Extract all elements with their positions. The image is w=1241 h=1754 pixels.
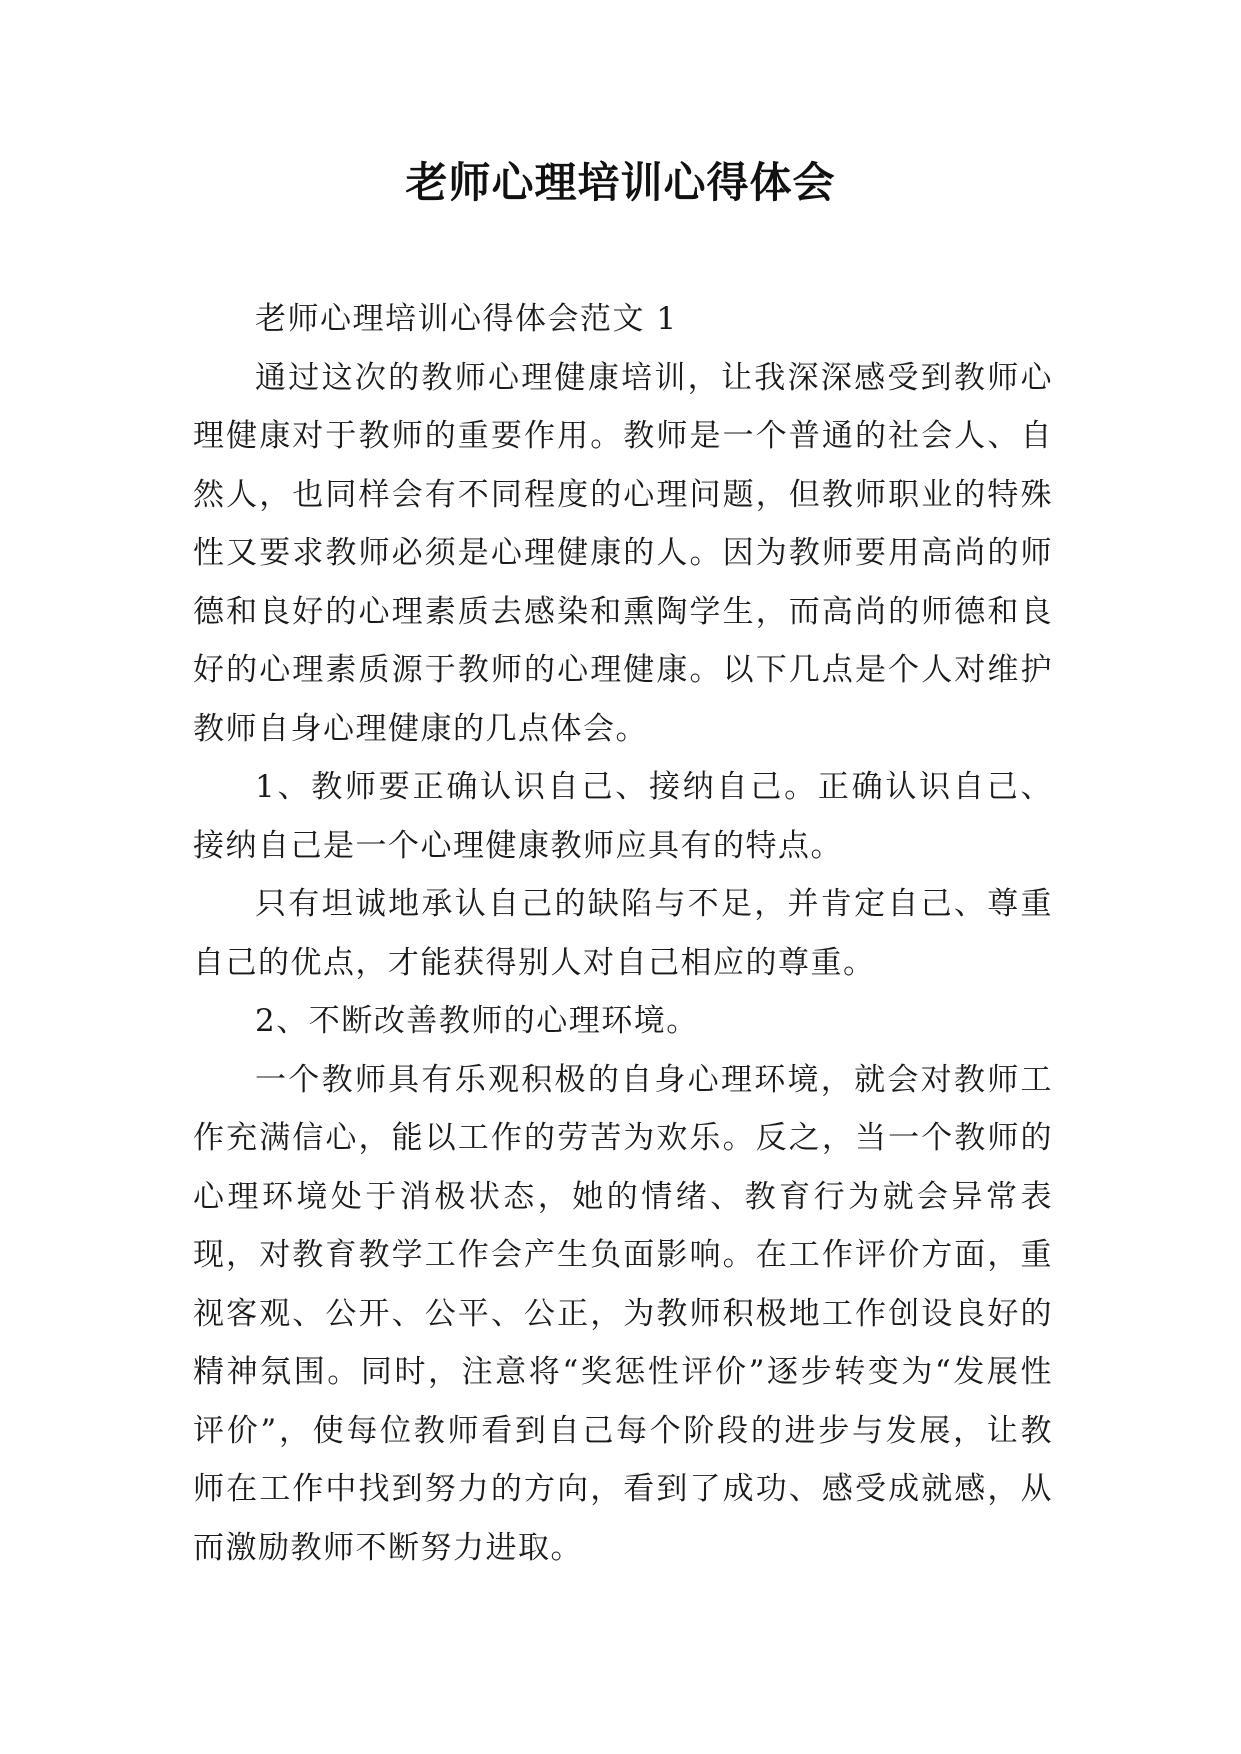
paragraph: 2、不断改善教师的心理环境。 bbox=[255, 1003, 699, 1039]
paragraph-heading: 老师心理培训心得体会范文 1 bbox=[255, 301, 678, 337]
document-body bbox=[193, 290, 1053, 1577]
paragraph: 1、教师要正确认识自己、接纳自己。正确认识自己、接纳自己是一个心理健康教师应具有的特点。 bbox=[193, 769, 1053, 864]
paragraph: 只有坦诚地承认自己的缺陷与不足，并肯定自己、尊重自己的优点，才能获得别人对自己相应的尊重。 bbox=[193, 886, 1053, 981]
document-title: 老师心理培训心得体会 bbox=[405, 158, 836, 207]
paragraph: 一个教师具有乐观积极的自身心理环境，就会对教师工作充满信心，能以工作的劳苦为欢乐。反之，当一个教师的心理环境处于消极状态，她的情绪、教育行为就会异常表现，对教育教学工作会产生负面影响。在工作评价方面，重视客观、公开、公平、公正，为教师积极地工作创设良好的精神氛围。同时，注意将“奖惩性评价”逐步转变为“发展性评价”，使每位教师看到自己每个阶段的进步与发展，让教师在工作中找到努力的方向，看到了成功、感受成就感，从而激励教师不断努力进取。 bbox=[193, 1061, 1053, 1566]
paragraph: 通过这次的教师心理健康培训，让我深深感受到教师心理健康对于教师的重要作用。教师是一个普通的社会人、自然人，也同样会有不同程度的心理问题，但教师职业的特殊性又要求教师必须是心理健康的人。因为教师要用高尚的师德和良好的心理素质去感染和熏陶学生，而高尚的师德和良好的心理素质源于教师的心理健康。以下几点是个人对维护教师自身心理健康的几点体会。 bbox=[193, 359, 1053, 747]
